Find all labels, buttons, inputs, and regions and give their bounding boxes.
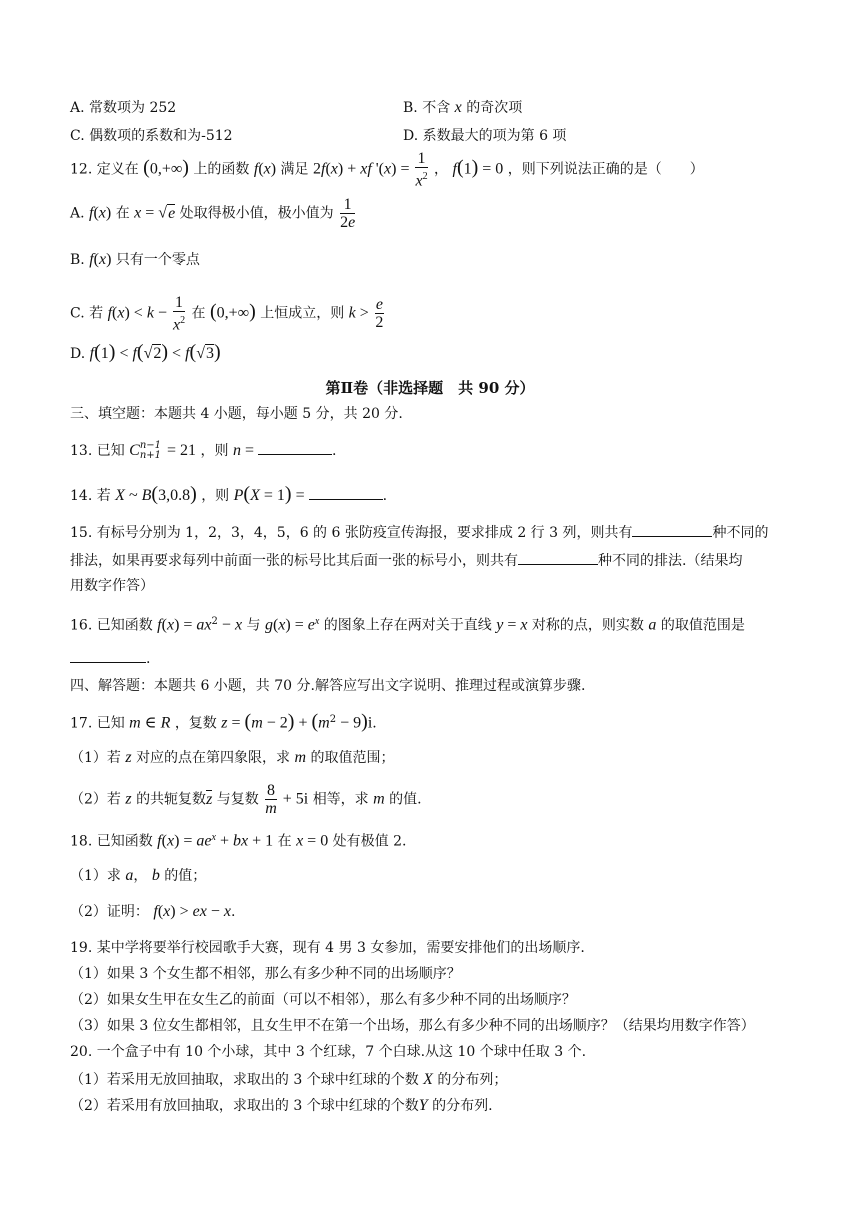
q17-stem: 17. 已知 m ∈ R ，复数 $z = (m - 2) + (m^2 - 9)i$.: [70, 710, 377, 733]
q15-line-3: 用数字作答）: [70, 578, 154, 594]
q12-option-a: A. f(x) 在 x = √e 处取得极小值，极小值为 $\frac{1}{2e}$: [70, 196, 356, 231]
q11-option-b: B. 不含 x 的奇次项: [403, 99, 523, 116]
q18-stem: 18. 已知函数 $f(x) = ae^x$ + bx + 1 在 x = 0 处有极值 2.: [70, 832, 407, 850]
q19-part-2: （2）如果女生甲在女生乙的前面（可以不相邻），那么有多少种不同的出场顺序？: [70, 992, 576, 1008]
q19-part-3: （3）如果 3 位女生都相邻，且女生甲不在第一个出场，那么有多少种不同的出场顺序？（结果均用数字作答）: [70, 1018, 755, 1034]
q12-stem: 12. 定义在 (0,+∞) 上的函数 f(x) 满足 2f(x) + xf '(x) = $\frac{1}{x^2}$ ， f(1) = 0 ，则下列说法正确的是（ ）: [70, 150, 704, 190]
q17-part-1: （1）若 z 对应的点在第四象限，求 m 的取值范围；: [70, 749, 395, 766]
q15-line-1: 15. 有标号分别为 1，2，3，4，5，6 的 6 张防疫宣传海报，要求排成 2 行 3 列，则共有 种不同的: [70, 522, 768, 543]
q12-option-c: C. 若 f(x) < k − $\frac{1}{x^2}$ 在 (0,+∞) 上恒成立，则 k > $\frac{e}{2}$: [70, 294, 384, 334]
q11-option-c: C. 偶数项的系数和为-512: [70, 128, 233, 144]
q16-answer-line: .: [70, 648, 150, 669]
q16: 16. 已知函数 $f(x) = ax^2 - x$ 与 $g(x) = e^x$ 的图象上存在两对关于直线 y = x 对称的点，则实数 a 的取值范围是: [70, 616, 745, 634]
q20-part-2: （2）若采用有放回抽取，求取出的 3 个球中红球的个数Y 的分布列.: [70, 1097, 493, 1114]
section-title: 第Ⅱ卷（非选择题 共 90 分）: [325, 379, 535, 397]
q14: 14. 若 X ~ B(3,0.8) ，则 P(X = 1) = .: [70, 483, 388, 505]
q20-stem: 20. 一个盒子中有 10 个小球，其中 3 个红球，7 个白球.从这 10 个球中任取 3 个.: [70, 1044, 587, 1060]
q17-part-2: （2）若 z 的共轭复数z 与复数 $\frac{8}{m}$ + 5i 相等，求 m 的值.: [70, 782, 422, 817]
q18-part-1: （1）求 a， b 的值；: [70, 867, 207, 884]
q11-option-a: A. 常数项为 252: [70, 100, 177, 116]
q11-option-d: D. 系数最大的项为第 6 项: [403, 128, 567, 144]
q19-stem: 19. 某中学将要举行校园歌手大赛，现有 4 男 3 女参加，需要安排他们的出场顺序.: [70, 940, 585, 956]
q19-part-1: （1）如果 3 个女生都不相邻，那么有多少种不同的出场顺序？: [70, 966, 461, 982]
q18-part-2: （2）证明： f(x) > ex − x.: [70, 903, 236, 920]
part3-header: 三、填空题：本题共 4 小题，每小题 5 分，共 20 分.: [70, 406, 403, 422]
q20-part-1: （1）若采用无放回抽取，求取出的 3 个球中红球的个数 X 的分布列；: [70, 1071, 508, 1088]
q12-option-d: D. f(1) < f(√2) < f(√3): [70, 341, 221, 363]
part4-header: 四、解答题：本题共 6 小题，共 70 分.解答应写出文字说明、推理过程或演算步骤.: [70, 678, 586, 694]
q15-line-2: 排法，如果再要求每列中前面一张的标号比其后面一张的标号小，则共有 种不同的排法.（结果均: [70, 550, 742, 571]
q13: 13. 已知 C n−1 n+1 = 21 ，则 n = .: [70, 440, 337, 461]
q12-option-b: B. f(x) 只有一个零点: [70, 251, 200, 268]
